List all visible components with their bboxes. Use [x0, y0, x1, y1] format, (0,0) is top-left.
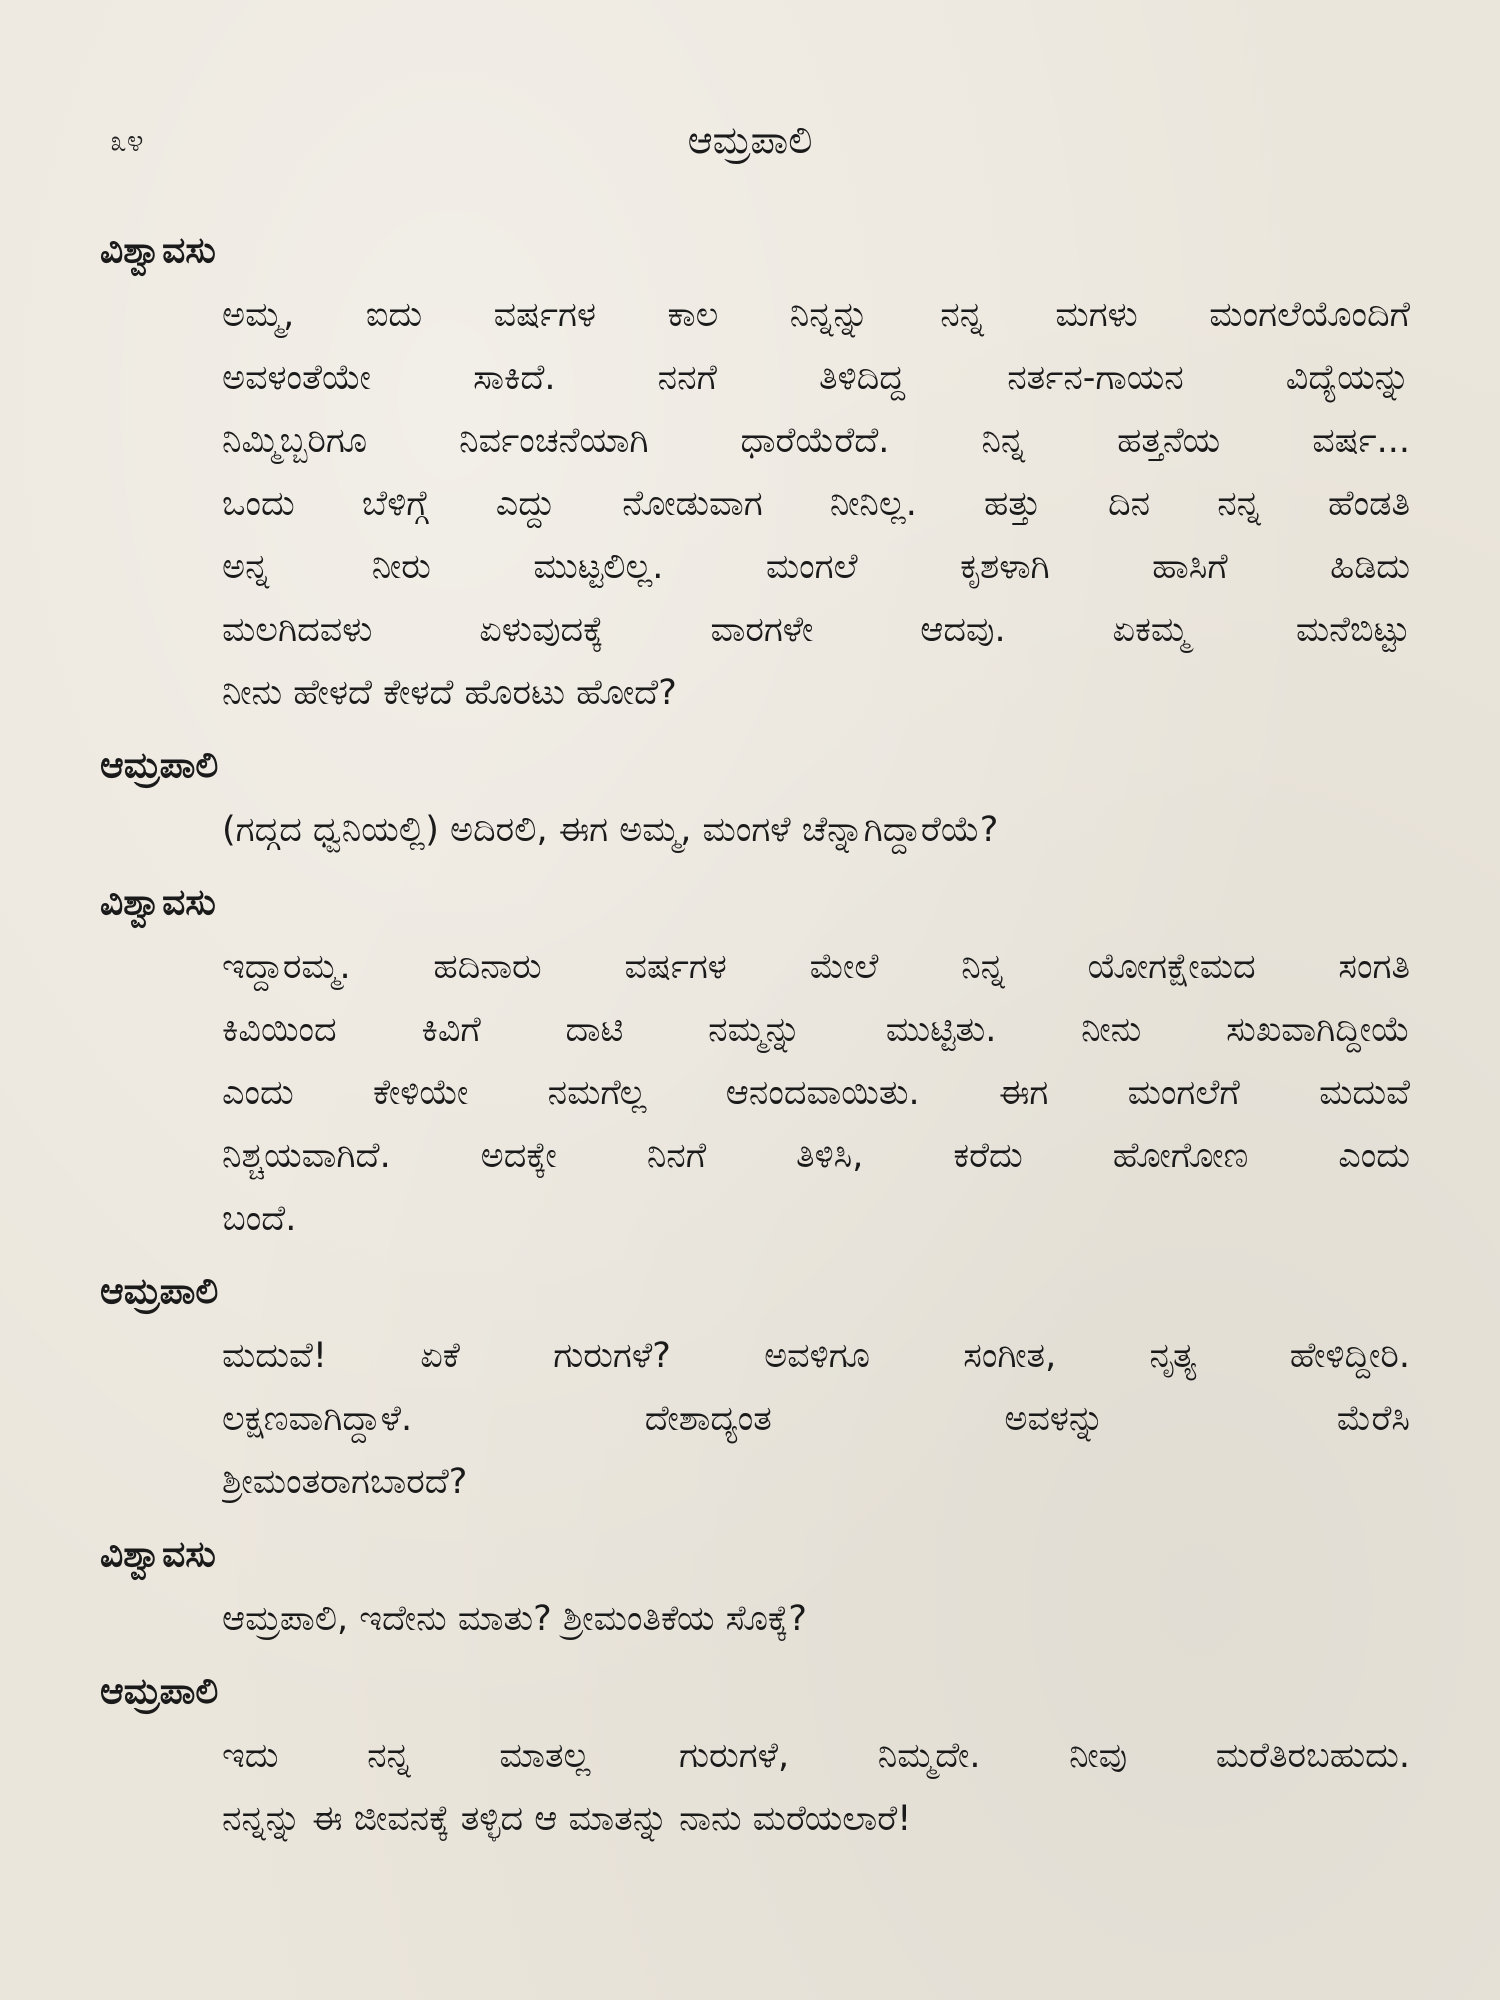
speech-line: ಇದ್ದಾರಮ್ಮ. ಹದಿನಾರು ವರ್ಷಗಳ ಮೇಲೆ ನಿನ್ನ ಯೋಗಕ್ಷೇಮದ ಸಂಗತಿ	[222, 947, 1410, 987]
speech-line: ಅಮ್ಮ, ಐದು ವರ್ಷಗಳ ಕಾಲ ನಿನ್ನನ್ನು ನನ್ನ ಮಗಳು ಮಂಗಲೆಯೊಂದಿಗೆ	[222, 295, 1410, 335]
speech-text	[222, 936, 1410, 1251]
dialogue-block	[100, 870, 1410, 1251]
speech-line: ಅನ್ನ ನೀರು ಮುಟ್ಟಲಿಲ್ಲ. ಮಂಗಲೆ ಕೃಶಳಾಗಿ ಹಾಸಿಗೆ ಹಿಡಿದು	[222, 547, 1410, 587]
speech-line: ಆಮ್ರಪಾಲಿ, ಇದೇನು ಮಾತು? ಶ್ರೀಮಂತಿಕೆಯ ಸೊಕ್ಕೆ?	[222, 1599, 807, 1639]
speech-line: ಕಿವಿಯಿಂದ ಕಿವಿಗೆ ದಾಟಿ ನಮ್ಮನ್ನು ಮುಟ್ಟಿತು. ನೀನು ಸುಖವಾಗಿದ್ದೀಯೆ	[222, 1010, 1410, 1050]
speech-line: ಅವಳಂತೆಯೇ ಸಾಕಿದೆ. ನನಗೆ ತಿಳಿದಿದ್ದ ನರ್ತನ-ಗಾಯನ ವಿದ್ಯೆಯನ್ನು	[222, 358, 1410, 398]
speech-line: ಒಂದು ಬೆಳಿಗ್ಗೆ ಎದ್ದು ನೋಡುವಾಗ ನೀನಿಲ್ಲ. ಹತ್ತು ದಿನ ನನ್ನ ಹೆಂಡತಿ	[222, 484, 1410, 524]
speech-line: ಶ್ರೀಮಂತರಾಗಬಾರದೆ?	[222, 1462, 468, 1502]
speech-line: ಲಕ್ಷಣವಾಗಿದ್ದಾಳೆ. ದೇಶಾದ್ಯಂತ ಅವಳನ್ನು ಮೆರೆಸಿ	[222, 1399, 1410, 1439]
dialogue-block	[100, 733, 1410, 862]
dialogue-block	[100, 1259, 1410, 1514]
dialogue-block	[100, 218, 1410, 725]
speaker-name: ಆಮ್ರಪಾಲಿ	[100, 1671, 219, 1712]
speech-text	[222, 1588, 1410, 1651]
speaker-name: ವಿಶ್ವಾವಸು	[100, 1534, 216, 1575]
speech-line: ಮಲಗಿದವಳು ಏಳುವುದಕ್ಕೆ ವಾರಗಳೇ ಆದವು. ಏಕಮ್ಮ ಮನೆಬಿಟ್ಟು	[222, 610, 1410, 650]
running-title: ಆಮ್ರಪಾಲಿ	[687, 118, 813, 162]
speech-text	[222, 1325, 1410, 1514]
speaker-name: ಆಮ್ರಪಾಲಿ	[100, 745, 219, 786]
speech-line: ಬಂದೆ.	[222, 1199, 297, 1239]
speaker-name: ವಿಶ್ವಾವಸು	[100, 882, 216, 923]
speech-line: ಎಂದು ಕೇಳಿಯೇ ನಮಗೆಲ್ಲ ಆನಂದವಾಯಿತು. ಈಗ ಮಂಗಲೆಗೆ ಮದುವೆ	[222, 1073, 1410, 1113]
speech-line: ನನ್ನನ್ನು ಈ ಜೀವನಕ್ಕೆ ತಳ್ಳಿದ ಆ ಮಾತನ್ನು ನಾನು ಮರೆಯಲಾರೆ!	[222, 1799, 912, 1839]
page-header	[0, 118, 1500, 178]
speaker-name: ವಿಶ್ವಾವಸು	[100, 230, 216, 271]
speech-text	[222, 1725, 1410, 1851]
speech-line: ನಿಶ್ಚಯವಾಗಿದೆ. ಅದಕ್ಕೇ ನಿನಗೆ ತಿಳಿಸಿ, ಕರೆದು ಹೋಗೋಣ ಎಂದು	[222, 1136, 1410, 1176]
dialogue-body	[100, 218, 1410, 1859]
speech-line: ಇದು ನನ್ನ ಮಾತಲ್ಲ ಗುರುಗಳೆ, ನಿಮ್ಮದೇ. ನೀವು ಮರೆತಿರಬಹುದು.	[222, 1736, 1410, 1776]
speech-line: (ಗದ್ಗದ ಧ್ವನಿಯಲ್ಲಿ) ಅದಿರಲಿ, ಈಗ ಅಮ್ಮ, ಮಂಗಳೆ ಚೆನ್ನಾಗಿದ್ದಾರೆಯೆ?	[222, 810, 999, 850]
speech-line: ಮದುವೆ! ಏಕೆ ಗುರುಗಳೆ? ಅವಳಿಗೂ ಸಂಗೀತ, ನೃತ್ಯ ಹೇಳಿದ್ದೀರಿ.	[222, 1336, 1410, 1376]
speech-line: ನಿಮ್ಮಿಬ್ಬರಿಗೂ ನಿರ್ವಂಚನೆಯಾಗಿ ಧಾರೆಯೆರೆದೆ. ನಿನ್ನ ಹತ್ತನೆಯ ವರ್ಷ...	[222, 421, 1410, 461]
page-number: ೩೪	[110, 124, 144, 159]
dialogue-block	[100, 1522, 1410, 1651]
dialogue-block	[100, 1659, 1410, 1851]
speaker-name: ಆಮ್ರಪಾಲಿ	[100, 1271, 219, 1312]
speech-line: ನೀನು ಹೇಳದೆ ಕೇಳದೆ ಹೊರಟು ಹೋದೆ?	[222, 673, 677, 713]
speech-text	[222, 284, 1410, 725]
speech-text	[222, 799, 1410, 862]
